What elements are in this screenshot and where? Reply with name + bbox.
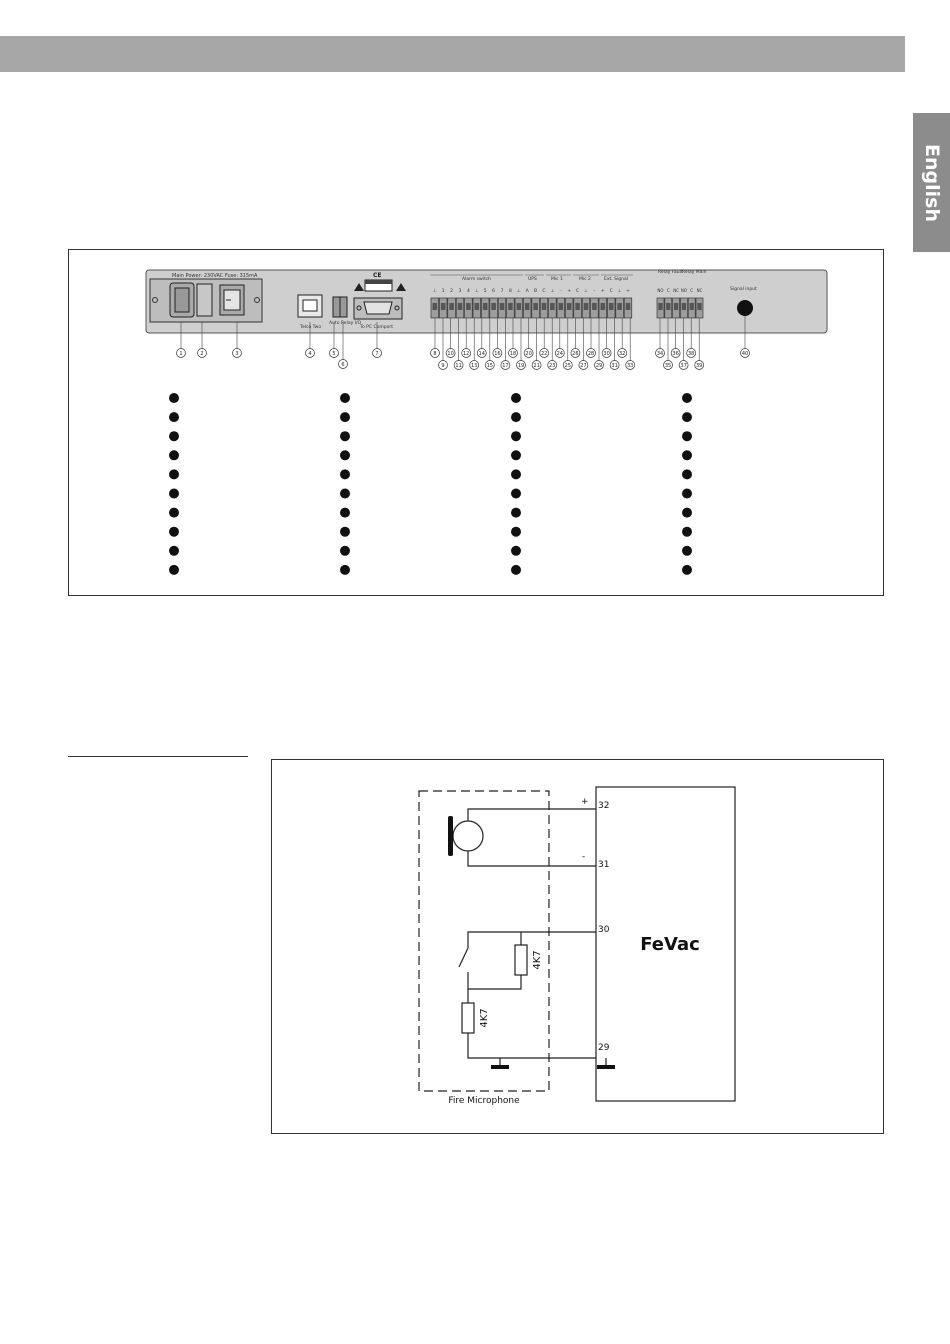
terminal-mark: ⊥ (516, 289, 521, 294)
bullet-dot (682, 565, 692, 575)
callout-number: 25 (564, 362, 571, 369)
terminal-mark: C (609, 289, 613, 294)
terminal-slot (567, 303, 572, 310)
section-rule (68, 756, 248, 757)
terminal-slot (517, 303, 522, 310)
bullet-dot (511, 527, 521, 537)
relay-slot (682, 303, 686, 310)
relay-slot (658, 303, 662, 310)
callout-number: 14 (478, 350, 485, 357)
terminal-slot (500, 303, 505, 310)
terminal-slot (626, 303, 631, 310)
relay-mark: NC (696, 288, 703, 293)
bullet-dot (511, 508, 521, 518)
terminal-slot (483, 303, 488, 310)
rear-panel-figure (68, 249, 884, 596)
callout-number: 31 (611, 362, 618, 369)
callout-number: 20 (525, 350, 532, 357)
mains-label: Main Power: 230VAC Fuse: 315mA (172, 273, 258, 279)
terminal-mark: ⊥ (550, 289, 555, 294)
bullet-dot (340, 469, 350, 479)
callout-number: 6 (341, 361, 345, 368)
callout-number: 8 (433, 350, 437, 357)
relay-mark: NC (673, 288, 679, 293)
bullet-dot (682, 546, 692, 556)
terminal-slot (533, 303, 538, 310)
terminal-slot (475, 303, 480, 310)
bullet-dot (340, 565, 350, 575)
callout-number: 12 (463, 350, 470, 357)
terminal-mark: - (559, 289, 562, 294)
relay-slot (697, 303, 701, 310)
bullet-dot (682, 469, 692, 479)
bullet-dot (511, 412, 521, 422)
terminal-mark: A (525, 289, 529, 294)
callout-number: 18 (509, 350, 517, 357)
callout-number: 34 (656, 350, 664, 357)
bullet-dot (682, 431, 692, 441)
callout-number: 7 (375, 350, 379, 357)
bullet-dot (511, 431, 521, 441)
callout-number: 28 (587, 350, 595, 357)
bullet-dot (169, 450, 179, 460)
terminal-slot (617, 303, 622, 310)
bullet-dot (169, 431, 179, 441)
bullet-dot (682, 393, 692, 403)
fire-microphone-enclosure (419, 791, 549, 1091)
wire-30 (468, 932, 596, 948)
callout-number: 11 (455, 362, 462, 369)
bullet-list (169, 393, 692, 575)
phone-label: Telco Two (300, 325, 322, 330)
callout-number: 23 (549, 362, 556, 369)
resistor-2-label: 4K7 (479, 1008, 490, 1028)
ce-mark: CE (373, 272, 382, 279)
terminal-slot (584, 303, 589, 310)
bullet-dot (340, 489, 350, 499)
bullet-dot (682, 412, 692, 422)
callout-number: 32 (619, 350, 626, 357)
terminal-mark: + (600, 289, 605, 294)
callout-number: 16 (494, 350, 501, 357)
wire-29 (468, 1033, 596, 1058)
callout-number: 26 (572, 350, 579, 357)
alarm-switch-label: Alarm switch (462, 277, 492, 282)
callout-number: 2 (200, 350, 204, 357)
callout-number: 38 (688, 350, 695, 357)
bullet-dot (682, 527, 692, 537)
callout-number: 17 (502, 362, 509, 369)
terminal-slot (441, 303, 446, 310)
relay-slot (666, 303, 670, 310)
bullet-dot (511, 546, 521, 556)
bullet-dot (340, 412, 350, 422)
terminal-slot (575, 303, 580, 310)
callout-number: 40 (741, 350, 749, 357)
bullet-dot (169, 489, 179, 499)
signal-input-jack-icon (737, 300, 753, 316)
terminal-slot (601, 303, 606, 310)
language-tab-label: English (920, 143, 943, 222)
resistor-1-label: 4K7 (532, 950, 543, 970)
resistor-icon (515, 945, 527, 975)
bullet-dot (340, 393, 350, 403)
signal-input-label: Signal input (730, 287, 757, 292)
device-name: FeVac (640, 934, 700, 955)
minus-sign: - (582, 852, 586, 862)
terminal-30: 30 (598, 925, 610, 935)
callout-number: 5 (332, 350, 336, 357)
relay-mark: C (666, 288, 670, 293)
terminal-32: 32 (598, 801, 610, 811)
callout-number: 21 (533, 362, 540, 369)
callout-number: 29 (595, 362, 603, 369)
terminal-mark: ⊥ (584, 289, 588, 294)
ups-label: UPS (528, 277, 537, 282)
terminal-slot (508, 303, 513, 310)
terminal-slot (542, 303, 547, 310)
terminal-slot (466, 303, 471, 310)
bullet-dot (682, 508, 692, 518)
callout-number: 9 (441, 362, 445, 369)
bullet-dot (511, 565, 521, 575)
callout-number: 30 (603, 350, 610, 357)
callout-number: 4 (308, 350, 312, 357)
relay-slot (690, 303, 694, 310)
terminal-mark: - (593, 289, 596, 294)
bullet-dot (340, 508, 350, 518)
terminal-mark: C (576, 289, 580, 294)
callout-number: 13 (471, 362, 478, 369)
terminal-mark: 8 (508, 289, 512, 294)
relay-slot (674, 303, 678, 310)
callout-number: 35 (664, 362, 672, 369)
bullet-dot (340, 546, 350, 556)
terminal-slot (592, 303, 597, 310)
ext-signal-label: Ext. Signal (604, 277, 628, 282)
rear-panel-drawing (69, 250, 883, 595)
terminal-slot (491, 303, 496, 310)
microphone-icon (448, 816, 453, 856)
callout-number: 10 (447, 350, 454, 357)
wire-31 (468, 851, 596, 866)
callout-number: 3 (235, 350, 239, 357)
terminal-slot (458, 303, 463, 310)
terminal-slot (559, 303, 564, 310)
terminal-mark: C (542, 289, 546, 294)
terminal-mark: 1 (441, 289, 445, 294)
callout-number: 24 (556, 350, 563, 357)
bullet-dot (511, 393, 521, 403)
plus-sign: + (581, 797, 589, 807)
terminal-mark: ⊥ (617, 289, 622, 294)
terminal-31: 31 (598, 860, 610, 870)
switch-icon (459, 948, 468, 967)
relay-main-label: Relay Main (682, 270, 707, 275)
ground-icon (597, 1065, 615, 1069)
bullet-dot (511, 469, 521, 479)
bullet-dot (682, 489, 692, 499)
bullet-dot (169, 393, 179, 403)
callout-number: 33 (627, 362, 634, 369)
wire-32 (468, 809, 596, 821)
language-tab[interactable] (913, 113, 950, 252)
terminal-mark: 4 (466, 289, 470, 294)
terminal-mark: ⊥ (432, 289, 437, 294)
terminal-mark: 3 (458, 289, 462, 294)
mic-label: Fire Microphone (448, 1096, 520, 1106)
fuse-holder-icon (197, 284, 212, 316)
callout-number: 1 (179, 350, 183, 357)
bullet-dot (169, 469, 179, 479)
terminal-mark: + (567, 289, 572, 294)
aux-label: Auto Relay I/O (329, 321, 362, 326)
terminal-mark: 5 (483, 289, 487, 294)
callout-number: 39 (696, 362, 703, 369)
terminal-29: 29 (598, 1043, 610, 1053)
terminal-slot (449, 303, 454, 310)
pc-label: To PC Comport (360, 325, 393, 330)
terminal-mark: B (534, 289, 538, 294)
bullet-dot (169, 508, 179, 518)
callout-number: 36 (672, 350, 679, 357)
bullet-dot (682, 450, 692, 460)
ground-icon (491, 1065, 509, 1069)
bullet-dot (340, 450, 350, 460)
mic2-label: Mic 2 (579, 277, 591, 282)
relay-mark: NO (657, 288, 664, 293)
terminal-slot (609, 303, 614, 310)
bullet-dot (169, 412, 179, 422)
callout-number: 27 (580, 362, 587, 369)
relay-mark: NO (680, 288, 687, 293)
terminal-mark: ⊥ (474, 289, 479, 294)
terminal-mark: + (626, 289, 630, 294)
bullet-dot (169, 546, 179, 556)
callout-number: 22 (541, 350, 548, 357)
terminal-slot (525, 303, 530, 310)
bullet-dot (340, 431, 350, 441)
terminal-slot (433, 303, 438, 310)
bullet-dot (340, 527, 350, 537)
bullet-dot (511, 489, 521, 499)
bullet-dot (169, 565, 179, 575)
terminal-slot (550, 303, 555, 310)
resistor-icon (462, 1003, 474, 1033)
terminal-mark: 6 (492, 289, 496, 294)
callout-number: 15 (486, 362, 493, 369)
bullet-dot (511, 450, 521, 460)
wiring-diagram (272, 760, 883, 1133)
mic1-label: Mic 1 (551, 277, 563, 282)
relay-mark: C (690, 288, 694, 293)
callout-number: 37 (680, 362, 687, 369)
wiring-diagram-figure (271, 759, 884, 1134)
bullet-dot (169, 527, 179, 537)
terminal-mark: 7 (500, 289, 504, 294)
header-bar (0, 36, 905, 72)
relay-fault-label: Relay Fault (658, 270, 683, 275)
callout-number: 19 (517, 362, 525, 369)
terminal-mark: 2 (450, 289, 454, 294)
